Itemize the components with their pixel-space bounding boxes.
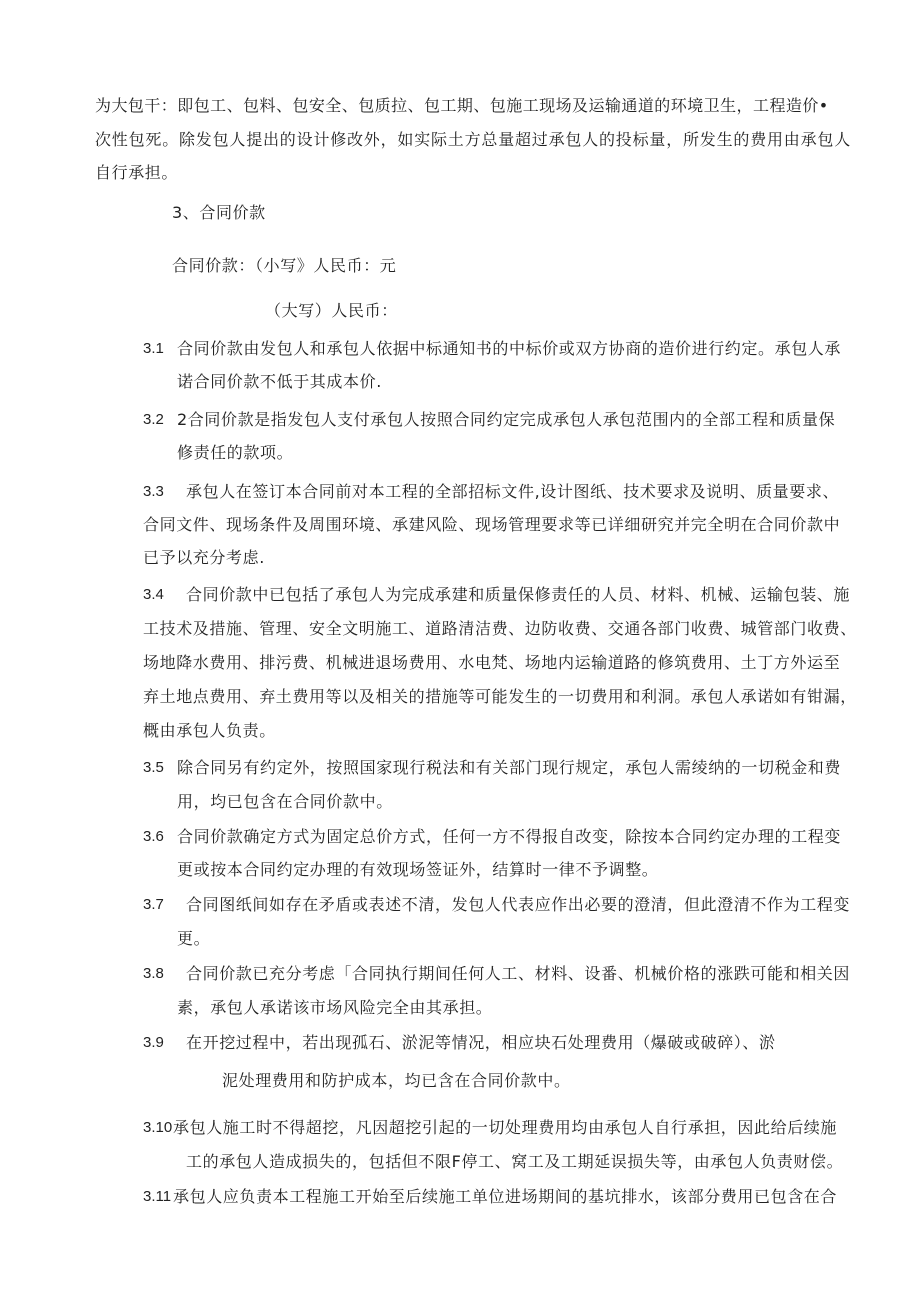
intro-line-2: 次性包死。除发包人提出的设计修改外，如实际土方总量超过承包人的投标量，所发生的费用由承包人 bbox=[95, 130, 852, 149]
clause-text: 弃土地点费用、弃土费用等以及相关的措施等可能发生的一切费用和利洞。承包人承诺如有钳漏， bbox=[143, 687, 857, 706]
clause-text: 修责任的款项。 bbox=[177, 443, 294, 462]
section-heading: 3、合同价款 bbox=[172, 203, 266, 222]
clause-number: 3.10 bbox=[143, 1119, 173, 1136]
contract-price-small: 合同价款：（小写》人民币：元 bbox=[172, 256, 397, 275]
clause-number: 3.6 bbox=[143, 828, 164, 845]
clause-text: 更或按本合同约定办理的有效现场签证外，结算时一律不予调整。 bbox=[177, 860, 659, 879]
clause-text: 已予以充分考虑. bbox=[143, 548, 265, 567]
clause-text: 用，均已包含在合同价款中。 bbox=[177, 792, 393, 811]
clause-text: 合同价款中已包括了承包人为完成承建和质量保修责任的人员、材料、机械、运输包装、施 bbox=[186, 585, 851, 604]
clause-text: 合同价款已充分考虑「合同执行期间任何人工、材料、设番、机械价格的涨跌可能和相关因 bbox=[186, 964, 851, 983]
clause-number: 3.5 bbox=[143, 759, 164, 776]
clause-text: 合同文件、现场条件及周围环境、承建风险、现场管理要求等已详细研究并完全明在合同价款中 bbox=[143, 515, 841, 534]
clause-text: 场地降水费用、排污费、机械进退场费用、水电梵、场地内运输道路的修筑费用、土丁方外运至 bbox=[143, 653, 841, 672]
intro-line-3: 自行承担。 bbox=[95, 163, 179, 182]
clause-text: 素，承包人承诺该市场风险完全由其承担。 bbox=[177, 998, 493, 1017]
clause-text: 概由承包人负责。 bbox=[143, 721, 276, 740]
clause-text: 2合同价款是指发包人支付承包人按照合同约定完成承包人承包范围内的全部工程和质量保 bbox=[177, 410, 836, 429]
clause-number: 3.7 bbox=[143, 896, 164, 913]
clause-text: 承包人施工时不得超挖，凡因超挖引起的一切处理费用均由承包人自行承担，因此给后续施 bbox=[173, 1118, 838, 1137]
intro-line-1: 为大包干：即包工、包料、包安全、包质拉、包工期、包施工现场及运输通道的环境卫生，工程造价• bbox=[95, 96, 829, 115]
clause-number: 3.1 bbox=[143, 340, 164, 357]
clause-text: 泥处理费用和防护成本，均已含在合同价款中。 bbox=[222, 1071, 571, 1090]
clause-text: 除合同另有约定外，按照国家现行税法和有关部门现行规定，承包人需绫纳的一切税金和费 bbox=[177, 758, 842, 777]
clause-text: 合同价款确定方式为固定总价方式，任何一方不得报自改变，除按本合同约定办理的工程变 bbox=[177, 827, 842, 846]
contract-price-large: （大写）人民币： bbox=[265, 301, 398, 320]
clause-text: 诺合同价款不低于其成本价. bbox=[177, 372, 382, 391]
clause-text: 承包人应负责本工程施工开始至后续施工单位进场期间的基坑排水，该部分费用已包含在合 bbox=[173, 1187, 838, 1206]
clause-text: 工的承包人造成损失的，包括但不限F停工、窝工及工期延误损失等，由承包人负责财偿。 bbox=[186, 1152, 844, 1171]
clause-number: 3.9 bbox=[143, 1034, 164, 1051]
clause-number: 3.2 bbox=[143, 411, 164, 428]
clause-text: 工技术及措施、管理、安全文明施工、道路清洁费、边防收费、交通各部门收费、城管部门收费、 bbox=[143, 619, 857, 638]
clause-text: 更。 bbox=[177, 929, 211, 948]
clause-text: 合同图纸间如存在矛盾或表述不清，发包人代表应作出必要的澄清，但此澄清不作为工程变 bbox=[186, 895, 851, 914]
clause-number: 3.3 bbox=[143, 483, 164, 500]
clause-number: 3.11 bbox=[143, 1188, 172, 1205]
clause-number: 3.8 bbox=[143, 965, 164, 982]
clause-text: 合同价款由发包人和承包人依据中标通知书的中标价或双方协商的造价进行约定。承包人承 bbox=[177, 339, 842, 358]
clause-text: 承包人在签订本合同前对本工程的全部招标文件,设计图纸、技术要求及说明、质量要求、 bbox=[186, 482, 840, 501]
clause-text: 在开挖过程中，若出现孤石、淤泥等情况，相应块石处理费用（爆破或破碎）、淤 bbox=[186, 1033, 776, 1052]
clause-number: 3.4 bbox=[143, 586, 164, 603]
